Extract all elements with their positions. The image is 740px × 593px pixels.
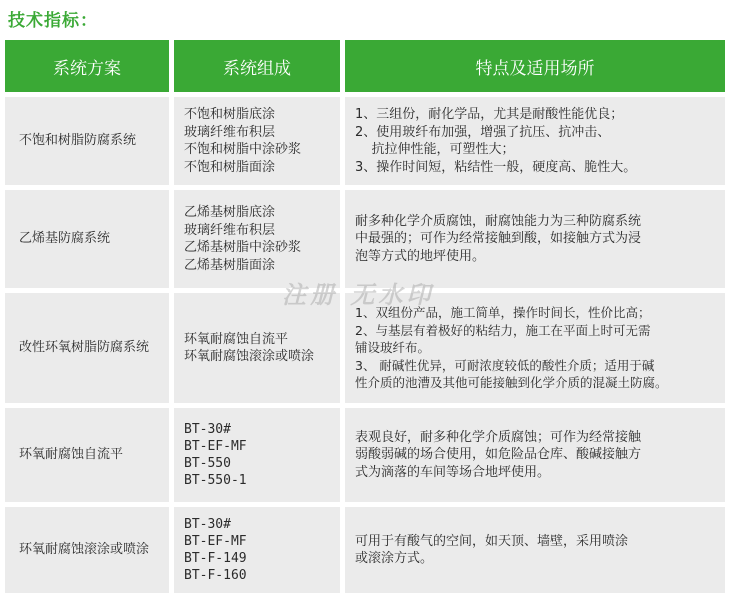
feature-line: 耐多种化学介质腐蚀，耐腐蚀能力为三种防腐系统 — [355, 213, 642, 229]
row1-features — [345, 97, 725, 185]
header-features: 特点及适用场所 — [345, 40, 725, 92]
row4-composition — [174, 408, 340, 502]
composition-line: BT-F-160 — [184, 568, 247, 583]
row1-scheme — [5, 97, 169, 185]
feature-line: 2、与基层有着极好的粘结力，施工在平面上时可无需 — [355, 322, 651, 338]
row2-features — [345, 190, 725, 288]
row5-features — [345, 507, 725, 593]
composition-line: 不饱和树脂底涂 — [184, 107, 276, 122]
scheme-text: 乙烯基防腐系统 — [19, 231, 111, 247]
scheme-text: 改性环氧树脂防腐系统 — [19, 340, 150, 356]
composition-line: 玻璃纤维布积层 — [184, 222, 276, 238]
feature-line: 泡等方式的地坪使用。 — [355, 248, 486, 264]
header-scheme: 系统方案 — [5, 40, 169, 92]
section-title: 技术指标： — [8, 11, 98, 31]
composition-line: BT-550-1 — [184, 473, 247, 488]
row1-composition — [174, 97, 340, 185]
composition-line: 环氧耐腐蚀滚涂或喷涂 — [184, 349, 315, 364]
feature-line: 弱酸弱碱的场合使用，如危险品仓库、酸碱接触方 — [355, 447, 642, 463]
composition-line: BT-F-149 — [184, 551, 247, 566]
composition-line: BT-EF-MF — [184, 439, 247, 454]
composition-line: 乙烯基树脂中涂砂浆 — [184, 240, 302, 255]
feature-line: 可用于有酸气的空间，如天顶、墙壁，采用喷涂 — [355, 533, 629, 549]
row4-scheme — [5, 408, 169, 502]
composition-line: 环氧耐腐蚀自流平 — [184, 331, 289, 347]
feature-line: 1、三组份，耐化学品，尤其是耐酸性能优良； — [355, 107, 624, 122]
feature-line: 抗拉伸性能，可塑性大； — [355, 142, 515, 157]
feature-line: 3、操作时间短，粘结性一般，硬度高、脆性大。 — [355, 159, 637, 175]
feature-line: 2、使用玻纤布加强，增强了抗压、抗冲击、 — [355, 124, 611, 140]
row2-scheme — [5, 190, 169, 288]
scheme-text: 环氧耐腐蚀自流平 — [19, 447, 124, 463]
feature-line: 性介质的池漕及其他可能接触到化学介质的混凝土防腐。 — [355, 375, 668, 391]
row4-features — [345, 408, 725, 502]
row3-composition — [174, 293, 340, 403]
spec-table — [5, 40, 725, 593]
composition-line: 乙烯基树脂面涂 — [184, 257, 276, 273]
scheme-text: 环氧耐腐蚀滚涂或喷涂 — [19, 542, 150, 558]
composition-line: 乙烯基树脂底涂 — [184, 205, 276, 220]
composition-line: 玻璃纤维布积层 — [184, 124, 276, 140]
row5-scheme — [5, 507, 169, 593]
feature-line: 式为滴落的车间等场合地坪使用。 — [355, 464, 551, 480]
header-composition: 系统组成 — [174, 40, 340, 92]
composition-line: 不饱和树脂面涂 — [184, 159, 276, 175]
feature-line: 表观良好，耐多种化学介质腐蚀；可作为经常接触 — [355, 429, 642, 445]
scheme-text: 不饱和树脂防腐系统 — [19, 133, 137, 149]
composition-line: BT-30# — [184, 517, 231, 532]
composition-line: 不饱和树脂中涂砂浆 — [184, 142, 302, 157]
feature-line: 3、 耐碱性优异，可耐浓度较低的酸性介质；适用于碱 — [355, 357, 655, 373]
row5-composition — [174, 507, 340, 593]
feature-line: 1、双组份产品，施工简单，操作时间长，性价比高； — [355, 305, 651, 321]
feature-line: 或滚涂方式。 — [355, 551, 434, 566]
feature-line: 中最强的；可作为经常接触到酸，如接触方式为浸 — [355, 231, 642, 247]
composition-line: BT-550 — [184, 456, 231, 471]
row3-scheme — [5, 293, 169, 403]
composition-line: BT-EF-MF — [184, 534, 247, 549]
row3-features — [345, 293, 725, 403]
watermark-text: 注册 无水印 — [282, 281, 435, 309]
row2-composition — [174, 190, 340, 288]
composition-line: BT-30# — [184, 422, 231, 437]
feature-line: 铺设玻纤布。 — [355, 340, 431, 356]
